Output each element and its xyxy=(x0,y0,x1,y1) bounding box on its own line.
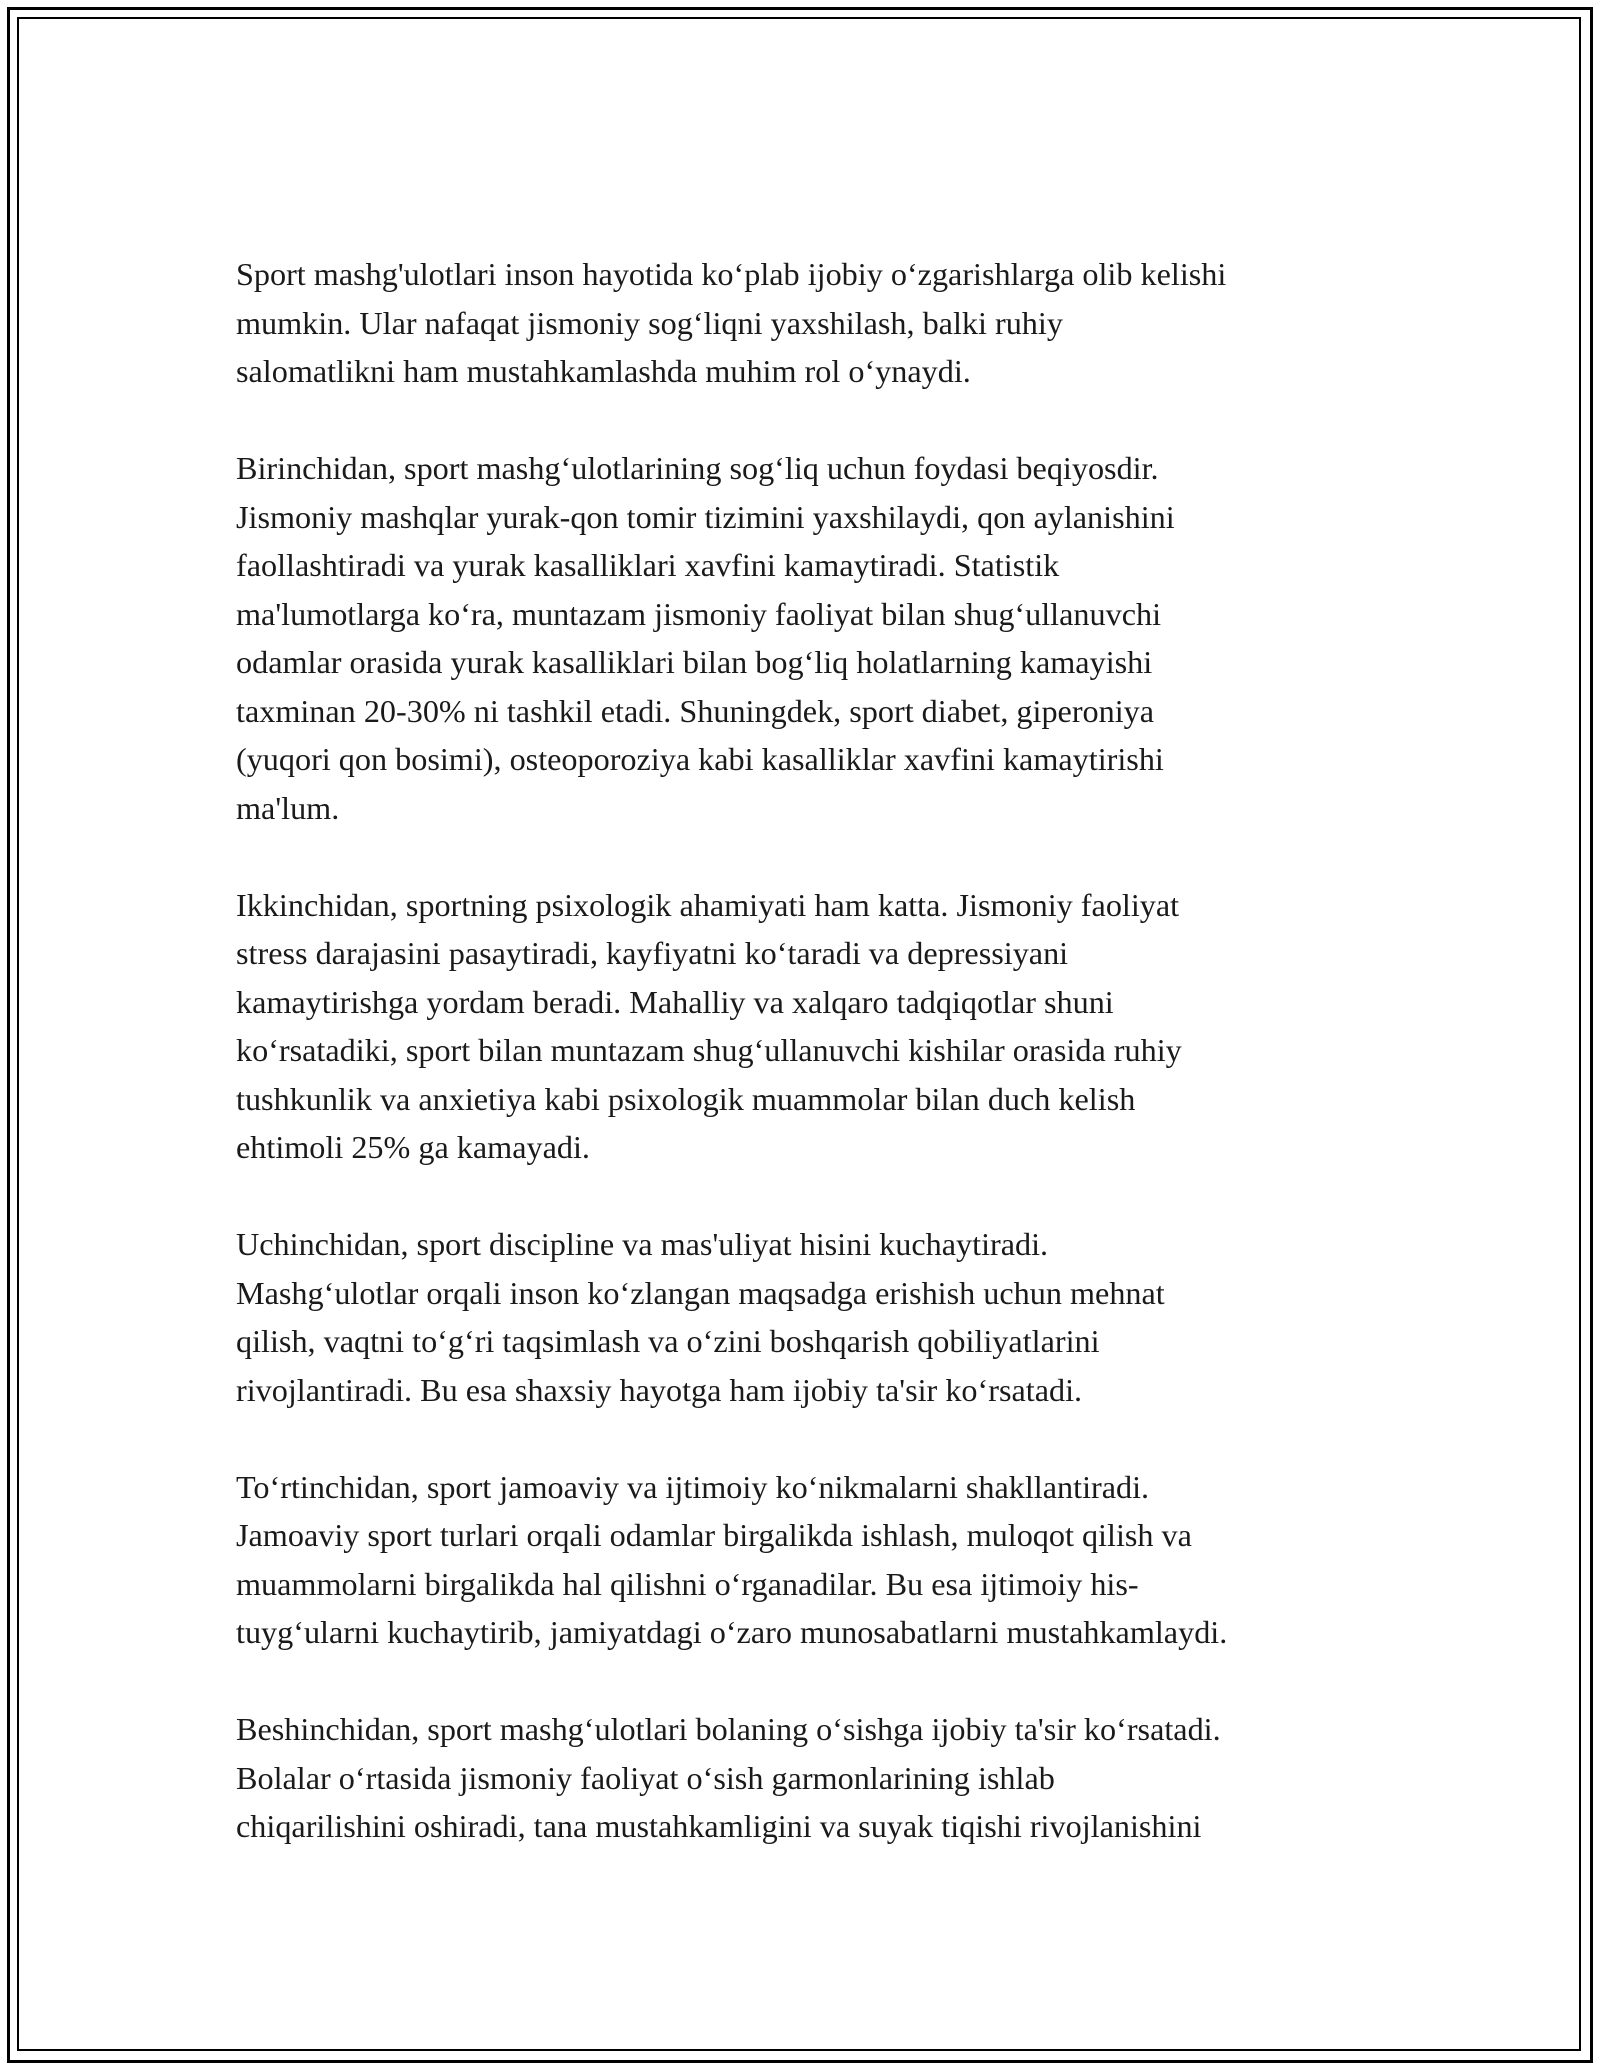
text-line: salomatlikni ham mustahkamlashda muhim rol o‘ynaydi. xyxy=(236,353,971,389)
text-line: Beshinchidan, sport mashg‘ulotlari bolaning o‘sishga ijobiy ta'sir ko‘rsatadi. xyxy=(236,1711,1221,1747)
paragraph-fourth xyxy=(236,1463,1376,1657)
text-line: To‘rtinchidan, sport jamoaviy va ijtimoiy ko‘nikmalarni shakllantiradi. xyxy=(236,1468,1150,1505)
text-line: Jamoaviy sport turlari orqali odamlar birgalikda ishlash, muloqot qilish va xyxy=(236,1517,1192,1553)
text-line: tuyg‘ularni kuchaytirib, jamiyatdagi o‘zaro munosabatlarni mustahkamlaydi. xyxy=(236,1614,1228,1650)
paragraph-second xyxy=(236,881,1376,1172)
text-line: stress darajasini pasaytiradi, kayfiyatni ko‘taradi va depressiyani xyxy=(236,935,1069,971)
text-line: Birinchidan, sport mashg‘ulotlarining sog‘liq uchun foydasi beqiyosdir. xyxy=(236,450,1159,486)
text-line: ko‘rsatadiki, sport bilan muntazam shug‘ullanuvchi kishilar orasida ruhiy xyxy=(236,1032,1182,1068)
paragraph-third xyxy=(236,1220,1376,1414)
paragraph-fifth xyxy=(236,1705,1376,1851)
text-line: tushkunlik va anxietiya kabi psixologik muammolar bilan duch kelish xyxy=(236,1080,1136,1117)
text-line: Ikkinchidan, sportning psixologik ahamiyati ham katta. Jismoniy faoliyat xyxy=(236,886,1180,923)
text-line: qilish, vaqtni to‘g‘ri taqsimlash va o‘zini boshqarish qobiliyatlarini xyxy=(236,1323,1100,1359)
text-line: (yuqori qon bosimi), osteoporoziya kabi kasalliklar xavfini kamaytirishi xyxy=(236,741,1164,777)
text-line: chiqarilishini oshiradi, tana mustahkamligini va suyak tiqishi rivojlanishini xyxy=(236,1808,1202,1844)
text-line: ehtimoli 25% ga kamayadi. xyxy=(236,1129,590,1165)
paragraph-first xyxy=(236,444,1376,832)
text-line: ma'lum. xyxy=(236,789,340,826)
text-line: mumkin. Ular nafaqat jismoniy sog‘liqni yaxshilash, balki ruhiy xyxy=(236,304,1063,341)
text-line: Mashg‘ulotlar orqali inson ko‘zlangan maqsadga erishish uchun mehnat xyxy=(236,1274,1165,1311)
paragraph-intro xyxy=(236,250,1376,396)
text-line: Jismoniy mashqlar yurak-qon tomir tizimini yaxshilaydi, qon aylanishini xyxy=(236,498,1175,535)
text-line: Sport mashg'ulotlari inson hayotida ko‘plab ijobiy o‘zgarishlarga olib kelishi xyxy=(236,256,1227,292)
text-line: faollashtiradi va yurak kasalliklari xavfini kamaytiradi. Statistik xyxy=(236,547,1060,583)
text-line: taxminan 20-30% ni tashkil etadi. Shuningdek, sport diabet, giperoniya xyxy=(236,692,1155,729)
text-line: rivojlantiradi. Bu esa shaxsiy hayotga ham ijobiy ta'sir ko‘rsatadi. xyxy=(236,1371,1083,1408)
text-line: ma'lumotlarga ko‘ra, muntazam jismoniy faoliyat bilan shug‘ullanuvchi xyxy=(236,595,1162,632)
text-line: Uchinchidan, sport discipline va mas'uliyat hisini kuchaytiradi. xyxy=(236,1226,1049,1262)
text-line: muammolarni birgalikda hal qilishni o‘rganadilar. Bu esa ijtimoiy his- xyxy=(236,1565,1139,1602)
text-line: kamaytirishga yordam beradi. Mahalliy va xalqaro tadqiqotlar shuni xyxy=(236,983,1114,1020)
document-body xyxy=(236,250,1376,1899)
text-line: odamlar orasida yurak kasalliklari bilan bog‘liq holatlarning kamayishi xyxy=(236,644,1153,680)
text-line: Bolalar o‘rtasida jismoniy faoliyat o‘sish garmonlarining ishlab xyxy=(236,1759,1055,1796)
